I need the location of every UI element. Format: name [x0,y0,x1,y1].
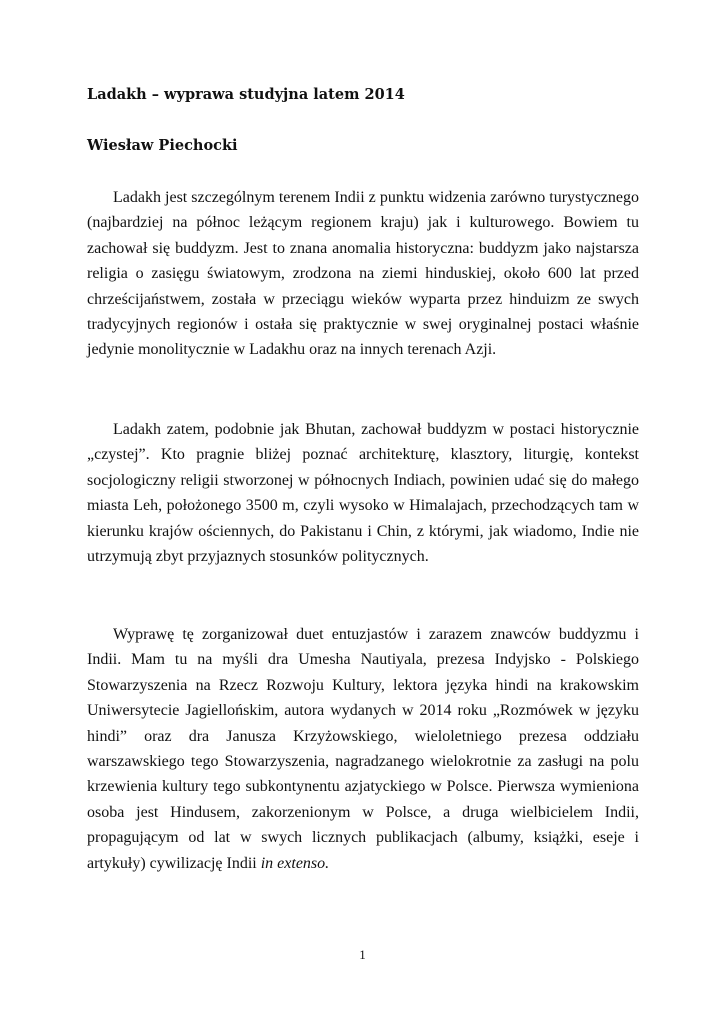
paragraph-2: Ladakh zatem, podobnie jak Bhutan, zachował buddyzm w postaci historycznie „czystej”. Kto pragnie bliżej poznać architekturę, klasztory, liturgię, kontekst socjologiczny religii stworzonej w północnych Indiach, powinien udać się do małego miasta Leh, położonego 3500 m, czyli wysoko w Himalajach, przechodzących tam w kierunku krajów ościennych, do Pakistanu i Chin, z którymi, jak wiadomo, Indie nie utrzymują zbyt przyjaznych stosunków politycznych. [87,421,639,566]
page-number: 1 [359,947,366,962]
author-name: Wiesław Piechocki [87,137,238,154]
document-title: Ladakh – wyprawa studyjna latem 2014 [87,86,405,103]
paragraph-1: Ladakh jest szczególnym terenem Indii z punktu widzenia zarówno turystycznego (najbardziej na północ leżącym regionem kraju) jak i kulturowego. Bowiem tu zachował się buddyzm. Jest to znana anomalia historyczna: buddyzm jako najstarsza religia o zasięgu światowym, zrodzona na ziemi hinduskiej, około 600 lat przed chrześcijaństwem, została w przeciągu wieków wyparta przez hinduizm ze swych tradycyjnych regionów i ostała się praktycznie w swej oryginalnej postaci właśnie jedynie monolitycznie w Ladakhu oraz na innych terenach Azji. [87,189,639,359]
paragraph-3 [87,622,639,876]
paragraph-3-text: Wyprawę tę zorganizował duet entuzjastów i zarazem znawców buddyzmu i Indii. Mam tu na myśli dra Umesha Nautiyala, prezesa Indyjsko - Polskiego Stowarzyszenia na Rzecz Rozwoju Kultury, lektora języka hindi na krakowskim Uniwersytecie Jagiellońskim, autora wydanych w 2014 roku „Rozmówek w języku hindi” oraz dra Janusza Krzyżowskiego, wieloletniego prezesa oddziału warszawskiego tego Stowarzyszenia, nagradzanego wielokrotnie za zasługi na polu krzewienia kultury tego subkontynentu azjatyckiego w Polsce. Pierwsza wymieniona osoba jest Hindusem, zakorzenionym w Polsce, a druga wielbicielem Indii, propagującym od lat w swych licznych publikacjach (albumy, książki, eseje i artykuły) cywilizację Indii [87,626,639,872]
paragraph-3-italic-tail: in extenso. [260,854,330,872]
